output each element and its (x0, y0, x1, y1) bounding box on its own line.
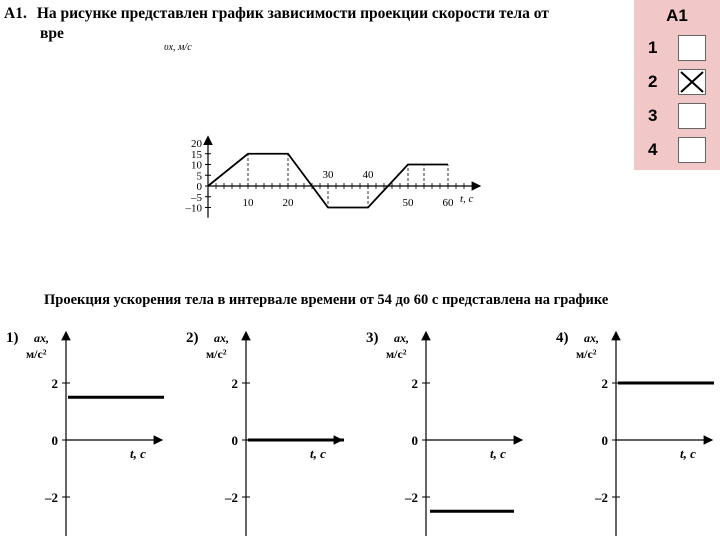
answer-option-label: 1 (648, 38, 658, 57)
answer-option-4[interactable] (648, 137, 718, 165)
x-tick-label: 10 (242, 197, 254, 209)
answer-checkbox-3[interactable] (678, 103, 706, 129)
y-axis-label-line2: м/с² (576, 347, 597, 361)
answer-option-3[interactable] (648, 103, 718, 131)
x-tick-label: 30 (322, 169, 334, 181)
y-tick-label: –2 (45, 490, 58, 505)
option-chart-4 (554, 326, 720, 538)
option-chart-2 (184, 326, 350, 538)
answer-option-label: 4 (648, 140, 658, 159)
question-prompt: Проекция ускорения тела в интервале времени от 54 до 60 с представлена на графике (44, 292, 609, 308)
y-tick-label: 2 (231, 376, 238, 391)
y-tick-label: 2 (601, 376, 608, 391)
y-axis-label-line1: ax, (584, 331, 599, 345)
option-number: 2) (186, 330, 199, 346)
x-axis-label: t, с (460, 193, 474, 205)
answer-panel (634, 0, 720, 170)
option-number: 4) (556, 330, 569, 346)
check-x-icon (679, 70, 705, 94)
y-tick-label: 15 (191, 148, 202, 161)
y-tick-label: 10 (191, 159, 202, 172)
answer-option-1[interactable] (648, 35, 718, 63)
answer-checkbox-2[interactable] (678, 69, 706, 95)
option-chart-3 (364, 326, 530, 538)
x-tick-label: 20 (282, 197, 294, 209)
y-tick-label: –2 (405, 490, 418, 505)
y-axis-label-line1: ax, (214, 331, 229, 345)
option-number: 1) (6, 330, 19, 346)
y-tick-label: 0 (601, 433, 608, 448)
y-tick-label: 2 (411, 376, 418, 391)
answer-panel-header: А1 (666, 6, 688, 25)
answer-checkbox-1[interactable] (678, 35, 706, 61)
y-axis-label-line2: м/с² (26, 347, 47, 361)
y-tick-label: 0 (411, 433, 418, 448)
x-axis-label: t, с (680, 446, 696, 461)
y-tick-label: 2 (51, 376, 58, 391)
x-tick-label: 60 (442, 197, 454, 209)
y-tick-label: –2 (225, 490, 238, 505)
y-tick-label: –2 (595, 490, 608, 505)
answer-checkbox-4[interactable] (678, 137, 706, 163)
y-tick-label: –10 (185, 202, 202, 215)
y-tick-label: 5 (196, 170, 202, 183)
y-axis-label-line2: м/с² (206, 347, 227, 361)
y-axis-label-line1: ax, (394, 331, 409, 345)
y-tick-label: 0 (51, 433, 58, 448)
answer-option-label: 3 (648, 106, 658, 125)
x-axis-label: t, с (130, 446, 146, 461)
answer-option-label: 2 (648, 72, 658, 91)
answer-option-2[interactable] (648, 69, 718, 97)
y-axis-label: υx, м/с (164, 42, 192, 53)
x-tick-label: 40 (362, 169, 374, 181)
y-axis-label-line2: м/с² (386, 347, 407, 361)
x-axis-label: t, с (310, 446, 326, 461)
x-tick-label: 50 (402, 197, 414, 209)
y-axis-label-line1: ax, (34, 331, 49, 345)
y-tick-label: 20 (191, 138, 202, 150)
question-line2: вре (40, 25, 64, 42)
question-number: А1. (4, 5, 27, 22)
question-line1: На рисунке представлен график зависимости проекции скорости тела от (36, 5, 549, 22)
y-tick-label: 0 (231, 433, 238, 448)
velocity-chart (160, 36, 500, 276)
option-chart-1 (4, 326, 170, 538)
y-tick-label: 0 (196, 181, 202, 193)
x-axis-label: t, с (490, 446, 506, 461)
option-number: 3) (366, 330, 379, 346)
y-tick-label: –5 (191, 191, 202, 204)
